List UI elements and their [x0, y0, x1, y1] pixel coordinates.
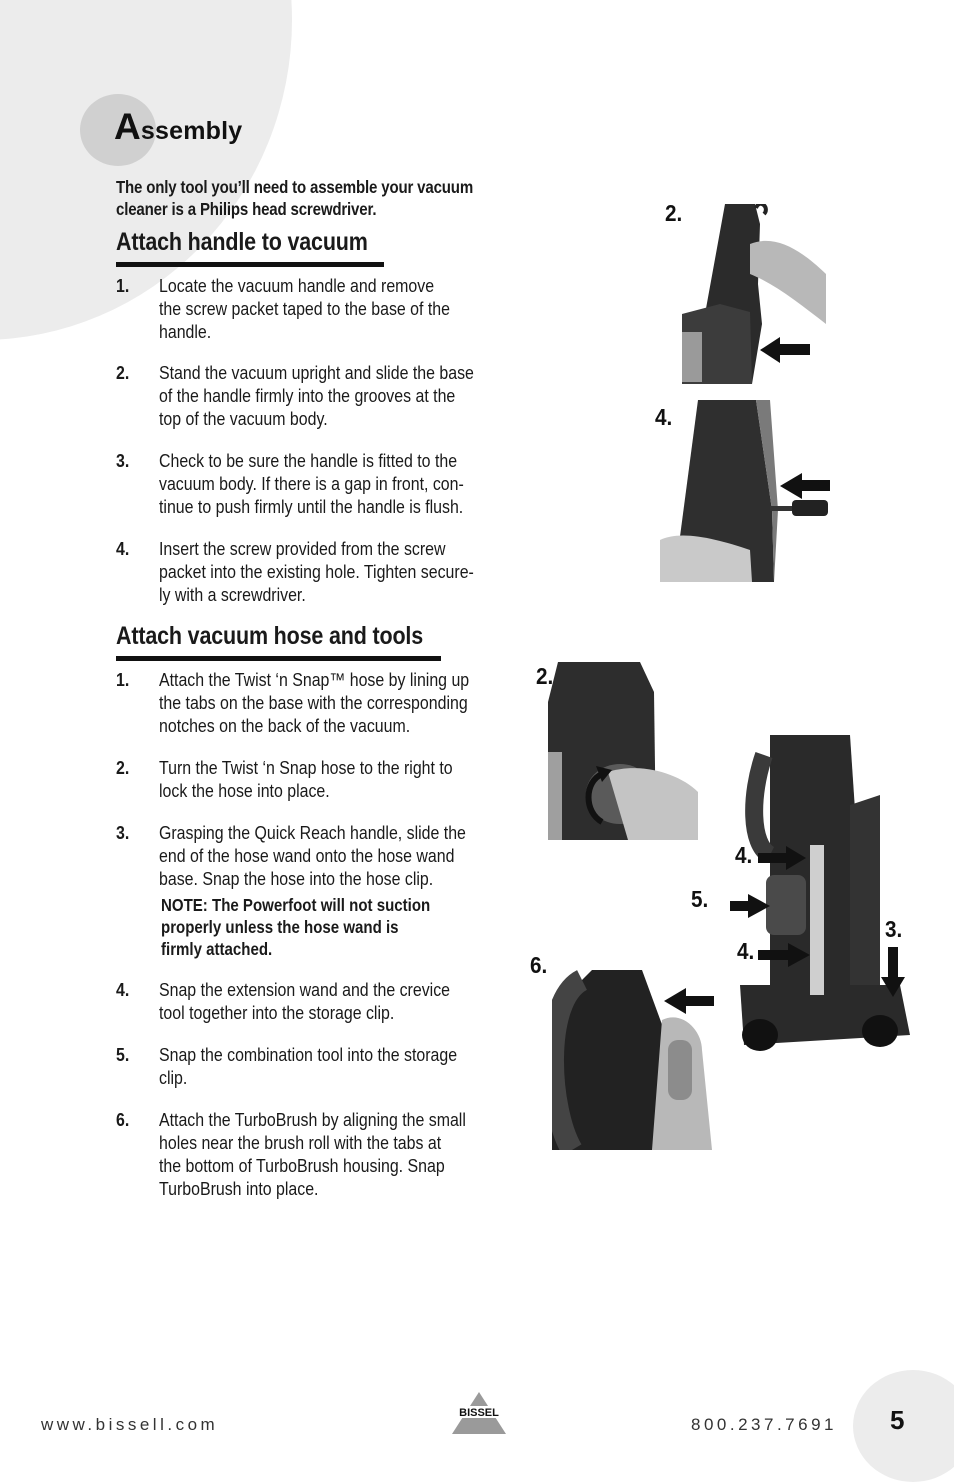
step-text: Attach the TurboBrush by aligning the small holes near the brush roll with the tabs at the bottom of TurboBrush housing. Snap TurboBrush into place. [159, 1109, 466, 1199]
note-text: NOTE: The Powerfoot will not suction properly unless the hose wand is firmly attached. [161, 895, 431, 959]
phone-number: 800.237.7691 [691, 1415, 837, 1434]
step-text: Attach the Twist ‘n Snap™ hose by lining up the tabs on the base with the corresponding notches on the back of the vacuum. [159, 669, 470, 736]
step-text: Insert the screw provided from the screw packet into the existing hole. Tighten secure- ly with a screwdriver. [159, 538, 474, 605]
photo-label-step-6: 6. [530, 952, 548, 978]
heading-rule [116, 656, 441, 661]
photo-label-step-4: 4. [655, 404, 673, 430]
step-number: 2. [116, 362, 130, 383]
handle-attach-photo [680, 204, 830, 384]
page-number: 5 [890, 1405, 905, 1435]
photo-label-step-5: 5. [691, 886, 709, 912]
step-text: Grasping the Quick Reach handle, slide the end of the hose wand onto the hose wand base. Snap the hose into the hose clip. [159, 822, 466, 889]
page-title [114, 106, 242, 148]
step-number: 3. [116, 822, 130, 843]
photo-label-step-4: 4. [737, 938, 755, 964]
step-text: Snap the combination tool into the storage clip. [159, 1044, 458, 1088]
step-text: Turn the Twist ‘n Snap hose to the right to lock the hose into place. [159, 757, 453, 801]
section-heading-handle: Attach handle to vacuum [116, 228, 368, 256]
step-number: 4. [116, 538, 130, 559]
turbobrush-photo [552, 970, 717, 1150]
step-number: 1. [116, 669, 130, 690]
title-rest: ssembly [140, 117, 243, 145]
hose-twist-photo [548, 662, 698, 840]
photo-label-step-2: 2. [665, 200, 683, 226]
step-number: 1. [116, 275, 130, 296]
step-text: Check to be sure the handle is fitted to the vacuum body. If there is a gap in front, con- tinue to push firmly until the handle is flush. [159, 450, 464, 517]
svg-text:BISSEL: BISSEL [459, 1407, 499, 1419]
heading-rule [116, 262, 384, 267]
bissell-logo [448, 1390, 510, 1436]
step-number: 3. [116, 450, 130, 471]
step-text: Snap the extension wand and the crevice tool together into the storage clip. [159, 979, 451, 1023]
vacuum-body-photo [730, 735, 910, 1055]
step-text: Locate the vacuum handle and remove the screw packet taped to the base of the handle. [159, 275, 450, 342]
title-first-letter: A [114, 106, 141, 147]
intro-text: The only tool you’ll need to assemble your vacuum cleaner is a Philips head screwdriver. [116, 177, 474, 219]
step-number: 6. [116, 1109, 130, 1130]
photo-label-step-4: 4. [735, 842, 753, 868]
step-number: 4. [116, 979, 130, 1000]
step-number: 2. [116, 757, 130, 778]
step-number: 5. [116, 1044, 130, 1065]
step-text: Stand the vacuum upright and slide the base of the handle firmly into the grooves at the top of the vacuum body. [159, 362, 474, 429]
photo-label-step-2: 2. [536, 663, 554, 689]
section-heading-hose: Attach vacuum hose and tools [116, 622, 423, 650]
photo-label-step-3: 3. [885, 916, 903, 942]
screw-insert-photo [660, 400, 835, 582]
website-link[interactable]: www.bissell.com [41, 1415, 219, 1434]
